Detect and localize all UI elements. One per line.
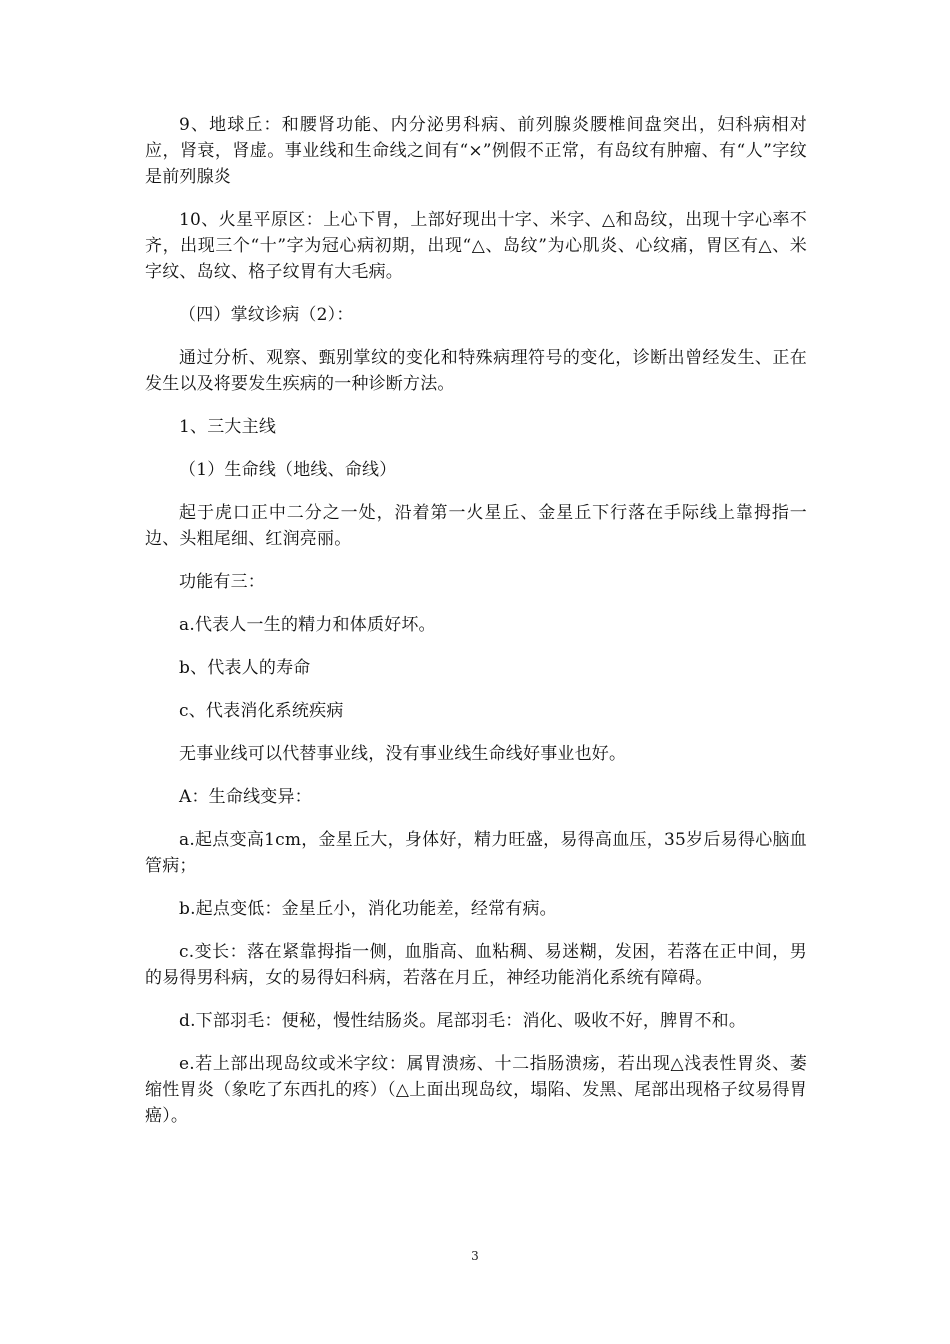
page-content — [145, 112, 807, 1146]
subheading-life-line: （1）生命线（地线、命线） — [179, 460, 397, 480]
list-item-function-c: c、代表消化系统疾病 — [179, 701, 344, 721]
list-item-variation-c: c.变长：落在紧靠拇指一侧，血脂高、血粘稠、易迷糊，发困，若落在正中间，男的易得男科病，女的易得妇科病，若落在月丘，神经功能消化系统有障碍。 — [145, 942, 807, 988]
list-item-variation-e: e.若上部出现岛纹或米字纹：属胃溃疡、十二指肠溃疡，若出现△浅表性胃炎、萎缩性胃炎（象吃了东西扎的疼）（△上面出现岛纹，塌陷、发黑、尾部出现格子纹易得胃癌）。 — [145, 1054, 807, 1126]
page-number: 3 — [471, 1249, 479, 1263]
paragraph-diagnosis-definition: 通过分析、观察、甄别掌纹的变化和特殊病理符号的变化，诊断出曾经发生、正在发生以及将要发生疾病的一种诊断方法。 — [145, 348, 807, 394]
list-item-function-b: b、代表人的寿命 — [179, 658, 311, 678]
list-item-variation-a: a.起点变高1cm，金星丘大，身体好，精力旺盛，易得高血压，35岁后易得心脑血管病； — [145, 830, 807, 876]
list-item-variation-b: b.起点变低：金星丘小，消化功能差，经常有病。 — [179, 899, 557, 919]
subheading-life-line-variations: A：生命线变异： — [179, 787, 312, 807]
paragraph-life-line-origin: 起于虎口正中二分之一处，沿着第一火星丘、金星丘下行落在手际线上靠拇指一边、头粗尾细、红润亮丽。 — [145, 503, 807, 549]
subheading-three-main-lines: 1、三大主线 — [179, 417, 277, 437]
list-item-variation-d: d.下部羽毛：便秘，慢性结肠炎。尾部羽毛：消化、吸收不好，脾胃不和。 — [179, 1011, 747, 1031]
paragraph-mars-plain: 10、火星平原区：上心下胃，上部好现出十字、米字、△和岛纹，出现十字心率不齐，出现三个“十”字为冠心病初期，出现“△、岛纹”为心肌炎、心纹痛，胃区有△、米字纹、岛纹、格子纹胃有大毛病。 — [145, 210, 807, 282]
paragraph-earth-mound: 9、地球丘：和腰肾功能、内分泌男科病、前列腺炎腰椎间盘突出，妇科病相对应，肾衰，肾虚。事业线和生命线之间有“×”例假不正常，有岛纹有肿瘤、有“人”字纹是前列腺炎 — [145, 115, 807, 187]
paragraph-functions-intro: 功能有三： — [179, 572, 265, 592]
paragraph-career-line-note: 无事业线可以代替事业线，没有事业线生命线好事业也好。 — [179, 744, 627, 764]
list-item-function-a: a.代表人一生的精力和体质好坏。 — [179, 615, 436, 635]
section-heading-palm-diagnosis: （四）掌纹诊病（2）： — [179, 305, 354, 325]
